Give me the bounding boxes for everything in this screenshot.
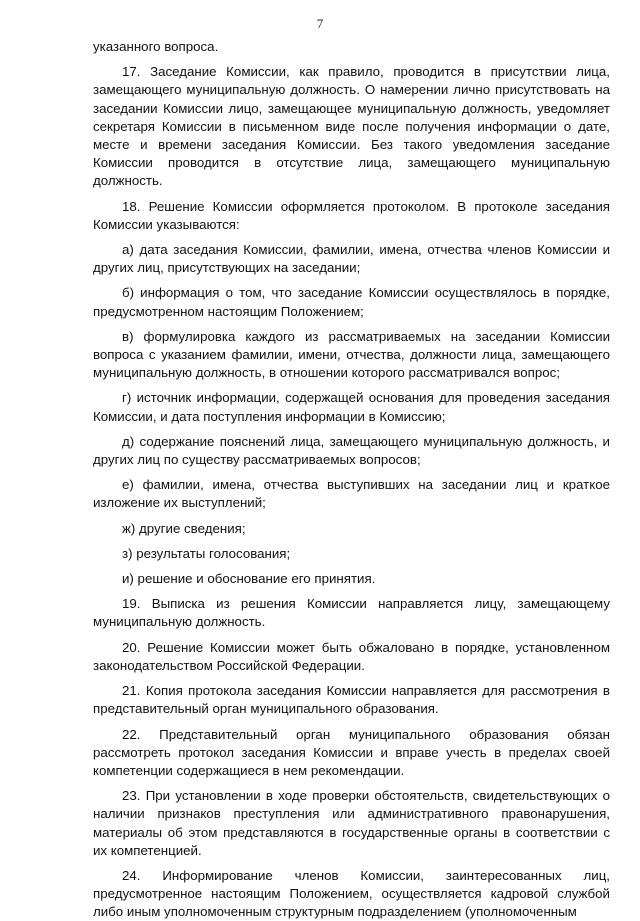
list-item-v: в) формулировка каждого из рассматриваемых на заседании Комиссии вопроса с указанием фамилии, имени, отчества, должности лица, замещающего муниципальную должность, в отношении которого рассматривался вопрос; [93, 328, 610, 381]
paragraph-17: 17. Заседание Комиссии, как правило, проводится в присутствии лица, замещающего муниципальную должность. О намерении лично присутствовать на заседании Комиссии лицо, замещающее муниципальную должность, уведомляет секретаря Комиссии в письменном виде после получения информации о дате, месте и времени заседания Комиссии. Без такого уведомления заседание Комиссии проводится в отсутствие лица, замещающего муниципальную должность. [93, 64, 610, 189]
paragraph-22: 22. Представительный орган муниципального образования обязан рассмотреть протокол заседания Комиссии и вправе учесть в пределах своей компетенции содержащиеся в нем рекомендации. [93, 726, 610, 778]
paragraph-20: 20. Решение Комиссии может быть обжаловано в порядке, установленном законодательством Российской Федерации. [93, 639, 610, 673]
list-item-i: и) решение и обоснование его принятия. [122, 571, 376, 587]
paragraph-continuation: указанного вопроса. [93, 39, 219, 54]
paragraph-23: 23. При установлении в ходе проверки обстоятельств, свидетельствующих о наличии признаков преступления или административного правонарушения, материалы об этом представляются в государственные органы в соответствии с их компетенцией. [93, 788, 610, 858]
page-number: 7 [316, 16, 324, 31]
paragraph-21: 21. Копия протокола заседания Комиссии направляется для рассмотрения в представительный орган муниципального образования. [93, 683, 610, 717]
list-item-e: е) фамилии, имена, отчества выступивших на заседании лиц и краткое изложение их выступлений; [93, 477, 610, 511]
paragraph-19: 19. Выписка из решения Комиссии направляется лицу, замещающему муниципальную должность. [93, 596, 610, 630]
list-item-d: д) содержание пояснений лица, замещающего муниципальную должность, и других лиц по существу рассматриваемых вопросов; [93, 433, 610, 468]
list-item-z: з) результаты голосования; [122, 545, 291, 561]
list-item-a: а) дата заседания Комиссии, фамилии, имена, отчества членов Комиссии и других лиц, присутствующих на заседании; [93, 242, 610, 276]
list-item-zh: ж) другие сведения; [122, 520, 246, 536]
list-item-b: б) информация о том, что заседание Комиссии осуществлялось в порядке, предусмотренном настоящим Положением; [93, 285, 610, 319]
paragraph-18: 18. Решение Комиссии оформляется протоколом. В протоколе заседания Комиссии указываются: [93, 198, 610, 232]
document-body [93, 38, 610, 921]
list-item-g: г) источник информации, содержащей основания для проведения заседания Комиссии, и дата поступления информации в Комиссию; [93, 390, 610, 424]
paragraph-24: 24. Информирование членов Комиссии, заинтересованных лиц, предусмотренное настоящим Положением, осуществляется кадровой службой либо иным уполномоченным структурным подразделением (уполномоченным [93, 867, 610, 920]
